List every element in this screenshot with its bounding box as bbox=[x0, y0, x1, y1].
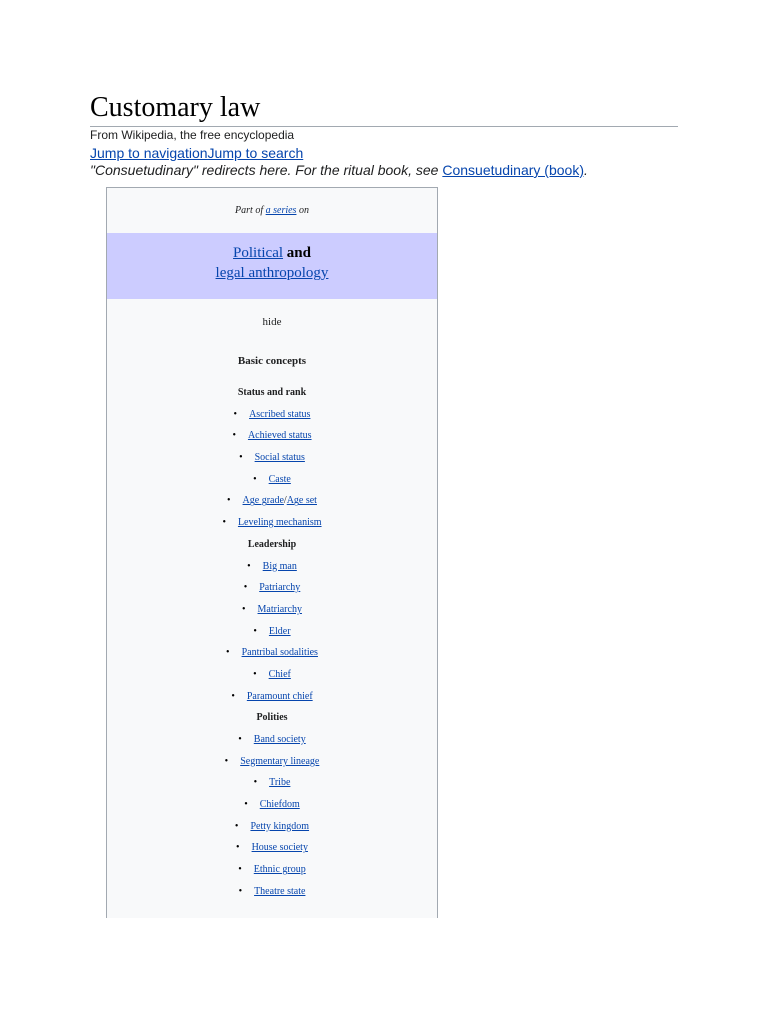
section-heading: Status and rank bbox=[237, 387, 307, 398]
section-heading: Leadership bbox=[247, 538, 297, 550]
concept-link[interactable]: Age grade bbox=[242, 495, 284, 507]
bullet-icon: • bbox=[242, 603, 246, 615]
hatnote bbox=[90, 162, 588, 178]
list-item bbox=[107, 447, 437, 469]
part-of-prefix: Part of bbox=[235, 205, 266, 216]
bullet-icon: • bbox=[238, 734, 242, 745]
section-heading: Polities bbox=[256, 712, 288, 724]
bullet-icon: • bbox=[224, 755, 229, 767]
hatnote-link[interactable]: Consuetudinary (book) bbox=[442, 162, 584, 178]
series-header bbox=[107, 233, 437, 299]
concept-link[interactable]: Ascribed status bbox=[249, 408, 311, 420]
concept-link[interactable]: Caste bbox=[268, 473, 291, 485]
bullet-icon: • bbox=[239, 452, 243, 464]
bullet-icon: • bbox=[238, 885, 243, 897]
concept-link[interactable]: Paramount chief bbox=[246, 690, 313, 702]
concept-link[interactable]: Elder bbox=[268, 625, 291, 637]
concept-link[interactable]: House society bbox=[251, 842, 308, 854]
list-item bbox=[107, 859, 437, 881]
concept-link[interactable]: Tribe bbox=[269, 777, 291, 789]
list-item bbox=[107, 404, 437, 426]
section-list bbox=[107, 729, 437, 903]
bullet-icon: • bbox=[253, 625, 257, 637]
site-tagline: From Wikipedia, the free encyclopedia bbox=[90, 128, 295, 142]
jump-links bbox=[90, 145, 303, 161]
sidebar-infobox bbox=[106, 187, 438, 918]
list-item bbox=[107, 837, 437, 859]
bullet-icon: • bbox=[226, 647, 230, 659]
list-item bbox=[107, 599, 437, 621]
basic-concepts-heading: Basic concepts bbox=[237, 355, 307, 367]
concept-link[interactable]: Theatre state bbox=[254, 885, 306, 897]
list-item bbox=[107, 881, 437, 903]
list-item bbox=[107, 794, 437, 816]
political-link[interactable]: Political bbox=[233, 245, 284, 261]
part-of-series bbox=[107, 188, 437, 233]
bullet-icon: • bbox=[238, 864, 242, 876]
list-item bbox=[107, 425, 437, 447]
list-item bbox=[107, 577, 437, 599]
jump-to-search-link[interactable]: Jump to search bbox=[207, 145, 304, 161]
concept-link[interactable]: Chief bbox=[268, 668, 291, 680]
bullet-icon: • bbox=[236, 842, 240, 854]
list-item bbox=[107, 556, 437, 578]
concept-link[interactable]: Band society bbox=[253, 734, 306, 745]
concept-link[interactable]: Ethnic group bbox=[253, 864, 306, 876]
list-item bbox=[107, 729, 437, 751]
bullet-icon: • bbox=[243, 582, 248, 594]
bullet-icon: • bbox=[234, 820, 239, 832]
list-item bbox=[107, 664, 437, 686]
hatnote-text: "Consuetudinary" redirects here. For the ritual book, see bbox=[90, 162, 443, 178]
concept-link[interactable]: Social status bbox=[254, 452, 305, 464]
bullet-icon: • bbox=[227, 495, 231, 507]
section-list bbox=[107, 556, 437, 708]
list-item bbox=[107, 816, 437, 838]
concept-link[interactable]: Petty kingdom bbox=[250, 820, 310, 832]
series-and: and bbox=[283, 245, 311, 261]
section-list bbox=[107, 404, 437, 534]
list-item bbox=[107, 512, 437, 534]
hide-toggle[interactable]: hide bbox=[262, 316, 282, 328]
bullet-icon: • bbox=[253, 473, 257, 485]
concept-link[interactable]: Pantribal sodalities bbox=[241, 647, 318, 659]
bullet-icon: • bbox=[233, 408, 238, 420]
list-item bbox=[107, 469, 437, 491]
bullet-icon: • bbox=[231, 690, 235, 702]
legal-anthropology-link[interactable]: legal anthropology bbox=[215, 265, 329, 281]
concept-sections bbox=[107, 382, 437, 903]
hatnote-suffix: . bbox=[583, 162, 588, 178]
bullet-icon: • bbox=[244, 799, 248, 811]
part-of-suffix: on bbox=[296, 205, 309, 216]
list-item bbox=[107, 642, 437, 664]
bullet-icon: • bbox=[253, 777, 258, 789]
concept-link[interactable]: Chiefdom bbox=[259, 799, 300, 811]
concept-link[interactable]: Achieved status bbox=[247, 430, 312, 442]
bullet-icon: • bbox=[232, 430, 236, 442]
concept-link[interactable]: Leveling mechanism bbox=[237, 517, 322, 529]
concept-link[interactable]: Patriarchy bbox=[259, 582, 301, 594]
concept-link[interactable]: Matriarchy bbox=[257, 603, 302, 615]
concept-link[interactable]: Big man bbox=[262, 560, 297, 572]
bullet-icon: • bbox=[222, 517, 226, 529]
concept-link[interactable]: Age set bbox=[286, 495, 317, 507]
list-item bbox=[107, 490, 437, 512]
bullet-icon: • bbox=[247, 560, 251, 572]
concept-link[interactable]: Segmentary lineage bbox=[240, 755, 320, 767]
bullet-icon: • bbox=[253, 668, 257, 680]
series-link[interactable]: a series bbox=[265, 205, 297, 216]
jump-to-navigation-link[interactable]: Jump to navigation bbox=[90, 145, 208, 161]
list-item bbox=[107, 772, 437, 794]
list-item bbox=[107, 686, 437, 708]
list-item bbox=[107, 621, 437, 643]
page-title: Customary law bbox=[90, 90, 678, 127]
separator: / bbox=[283, 495, 287, 507]
list-item bbox=[107, 751, 437, 773]
